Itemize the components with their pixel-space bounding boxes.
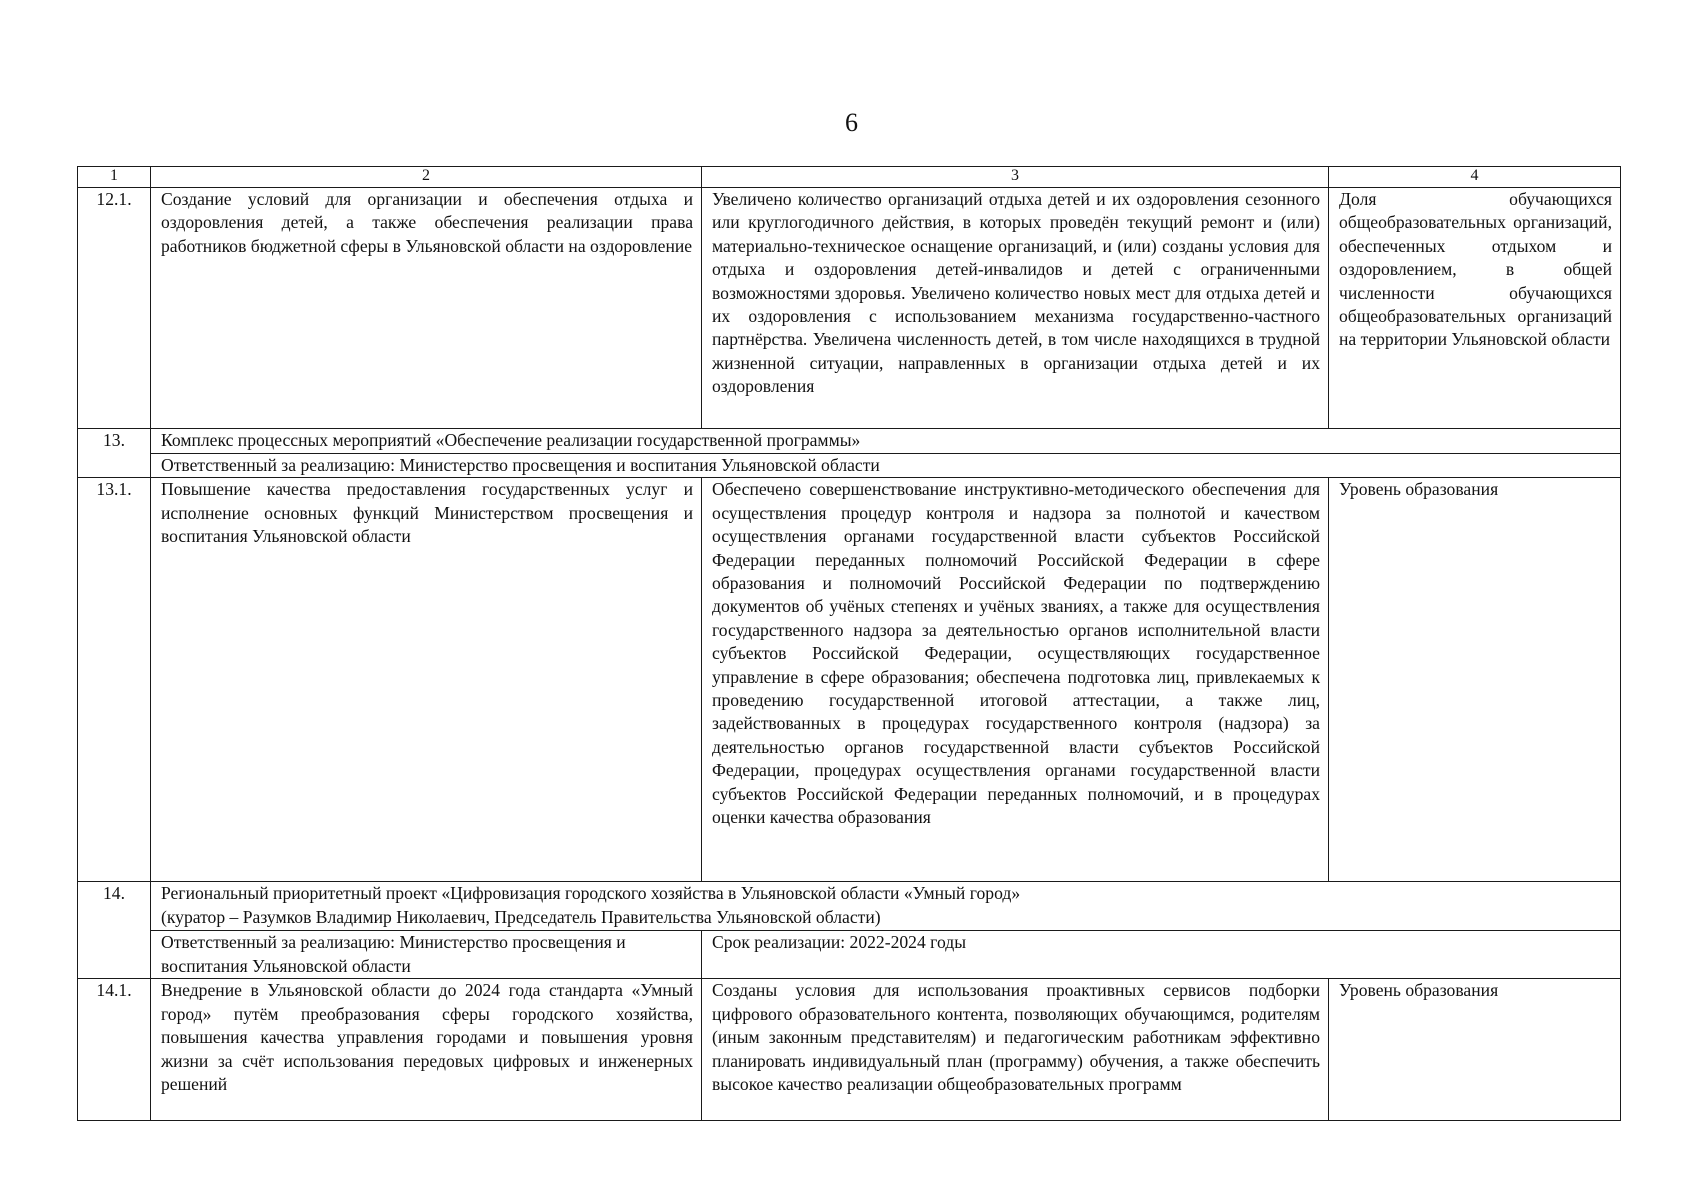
header-col-1: 1 (78, 167, 151, 188)
activity-cell: Внедрение в Ульяновской области до 2024 года стандарта «Умный город» путём преобразования сферы городского хозяйства, повышения качества управления городами и повышения уровня жизни за счёт использования передовых цифровых и инженерных решений (151, 979, 702, 1121)
result-cell: Обеспечено совершенствование инструктивно-методического обеспечения для осуществления процедур контроля и надзора за полнотой и качеством осуществления органами государственной власти субъектов Российской Федерации переданных полномочий Российской Федерации в сфере образования и полномочий Российской Федерации по подтверждению документов об учёных степенях и учёных званиях, а также для осуществления государственного надзора за деятельностью органов исполнительной власти субъектов Российской Федерации, осуществляющих государственное управление в сфере образования; обеспечена подготовка лиц, привлекаемых к проведению государственной итоговой аттестации, а также лиц, задействованных в процедурах государственного контроля (надзора) за деятельностью органов государственной власти субъектов Российской Федерации, процедурах осуществления органами государственной власти субъектов Российской Федерации переданных полномочий, и в процедурах оценки качества образования (702, 478, 1329, 882)
table-row-14-responsible (78, 931, 1621, 979)
activity-cell: Повышение качества предоставления государственных услуг и исполнение основных функций Министерством просвещения и воспитания Ульяновской области (151, 478, 702, 882)
row-number: 13. (78, 429, 151, 478)
row-number: 14. (78, 882, 151, 979)
row-number: 13.1. (78, 478, 151, 882)
indicator-cell: Уровень образования (1329, 478, 1621, 882)
table-row-13-title (78, 429, 1621, 454)
project-title: Региональный приоритетный проект «Цифровизация городского хозяйства в Ульяновской области «Умный город» (161, 883, 1021, 904)
header-col-2: 2 (151, 167, 702, 188)
program-table (77, 166, 1621, 1121)
section-title (151, 882, 1621, 931)
responsible-cell: Ответственный за реализацию: Министерство просвещения и воспитания Ульяновской области (151, 931, 702, 979)
row-number: 12.1. (78, 188, 151, 429)
header-col-3: 3 (702, 167, 1329, 188)
indicator-cell: Уровень образования (1329, 979, 1621, 1121)
table-row-14-1 (78, 979, 1621, 1121)
project-curator: (куратор – Разумков Владимир Николаевич, Председатель Правительства Ульяновской области) (161, 906, 881, 927)
table-header-row (78, 167, 1621, 188)
header-col-4: 4 (1329, 167, 1621, 188)
page-number: 6 (845, 108, 858, 137)
table-row-14-title (78, 882, 1621, 931)
section-title: Комплекс процессных мероприятий «Обеспечение реализации государственной программы» (151, 429, 1621, 454)
result-cell: Увеличено количество организаций отдыха детей и их оздоровления сезонного или круглогодичного действия, в которых проведён текущий ремонт и (или) материально-техническое оснащение организаций, и (или) созданы условия для отдыха и оздоровления детей-инвалидов и детей с ограниченными возможностями здоровья. Увеличено количество новых мест для отдыха детей и их оздоровления с использованием механизма государственно-частного партнёрства. Увеличена численность детей, в том числе находящихся в трудной жизненной ситуации, направленных в организации отдыха детей и их оздоровления (702, 188, 1329, 429)
result-cell: Созданы условия для использования проактивных сервисов подборки цифрового образовательного контента, позволяющих обучающимся, родителям (иным законным представителям) и педагогическим работникам эффективно планировать индивидуальный план (программу) обучения, а также обеспечить высокое качество реализации общеобразовательных программ (702, 979, 1329, 1121)
row-number: 14.1. (78, 979, 151, 1121)
table-row-13-responsible (78, 454, 1621, 478)
indicator-cell: Доля обучающихся общеобразовательных организаций, обеспеченных отдыхом и оздоровлением, в общей численности обучающихся общеобразовательных организаций на территории Ульяновской области (1329, 188, 1621, 429)
table-row-12-1 (78, 188, 1621, 429)
responsible-cell: Ответственный за реализацию: Министерство просвещения и воспитания Ульяновской области (151, 454, 1621, 478)
activity-cell: Создание условий для организации и обеспечения отдыха и оздоровления детей, а также обеспечения реализации права работников бюджетной сферы в Ульяновской области на оздоровление (151, 188, 702, 429)
table-row-13-1 (78, 478, 1621, 882)
period-cell: Срок реализации: 2022-2024 годы (702, 931, 1621, 979)
